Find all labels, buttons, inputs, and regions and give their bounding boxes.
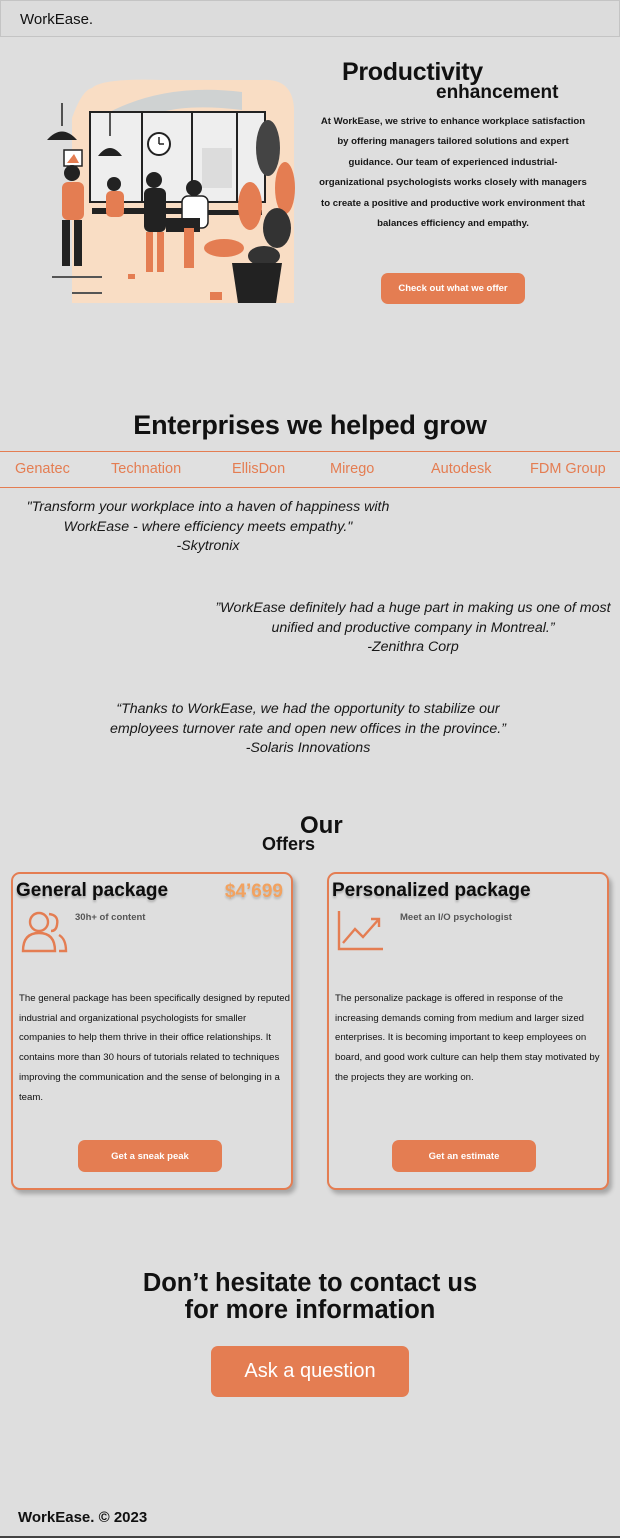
package-title: General package [16,880,169,901]
general-package-card [11,872,293,1190]
enterprise-name: Genatec [15,461,70,477]
top-navbar [0,0,620,37]
contact-title-line: Don’t hesitate to contact us [142,1269,478,1297]
enterprises-logo-strip [0,451,620,488]
testimonial-quote: ”WorkEase definitely had a huge part in making us one of most unified and productive company in Montreal.” [215,600,611,636]
enterprise-name: Autodesk [431,461,492,477]
package-meta: Meet an I/O psychologist [400,912,512,923]
sneak-peak-button[interactable]: Get a sneak peak [78,1140,222,1172]
testimonial-author: -Solaris Innovations [245,740,371,757]
package-meta: 30h+ of content [75,912,146,923]
testimonial-author: -Zenithra Corp [367,639,459,656]
package-price: $4’699 [224,881,283,902]
testimonial-author: -Skytronix [176,538,240,555]
ask-question-button[interactable]: Ask a question [211,1346,409,1397]
offers-title: Our [300,812,343,839]
contact-title-line: for more information [184,1295,436,1324]
testimonial-quote: “Thanks to WorkEase, we had the opportunity to stabilize our employees turnover rate and open new offices in the province.” [110,701,506,737]
offers-subtitle: Offers [262,834,316,854]
get-estimate-button[interactable]: Get an estimate [392,1140,536,1172]
contact-title [0,1270,620,1323]
testimonial [208,599,618,658]
enterprise-name: Mirego [330,461,375,477]
users-icon [19,909,69,953]
package-description: The personalize package is offered in response of the increasing demands coming from medium and larger sized enterprises. It is becoming important to keep employees on board, and good work culture can help them stay motivated by the projects they are working on. [335,993,600,1083]
testimonial [2,498,414,557]
enterprise-name: EllisDon [232,461,286,477]
hero-description: At WorkEase, we strive to enhance workplace satisfaction by offering managers tailored solutions and expert guidance. Our team of experienced industrial-organizational psychologists works closely with managers to create a positive and productive work environment that balances efficiency and empathy. [319,116,587,230]
office-team-illustration [42,78,297,308]
package-description: The general package has been specifically designed by reputed industrial and organizational psychologists for smaller companies to help them thrive in their office relationships. It contains more than 30 hours of tutorials related to techniques improving the communication and the sense of belonging in a team. [19,993,290,1103]
hero-title: Productivity [342,58,483,86]
enterprises-title: Enterprises we helped grow [133,410,487,440]
package-title: Personalized package [332,880,531,901]
trending-up-icon [335,909,385,953]
enterprise-name: FDM Group [530,461,606,477]
testimonial [98,700,518,759]
enterprise-name: Technation [111,461,182,477]
footer-copyright: WorkEase. © 2023 [18,1509,148,1526]
hero-subtitle: enhancement [436,82,559,103]
logo[interactable]: WorkEase. [20,11,94,28]
testimonial-quote: "Transform your workplace into a haven of happiness with WorkEase - where efficiency meets empathy." [26,499,390,535]
personalized-package-card [327,872,609,1190]
check-offers-button[interactable]: Check out what we offer [381,273,525,304]
